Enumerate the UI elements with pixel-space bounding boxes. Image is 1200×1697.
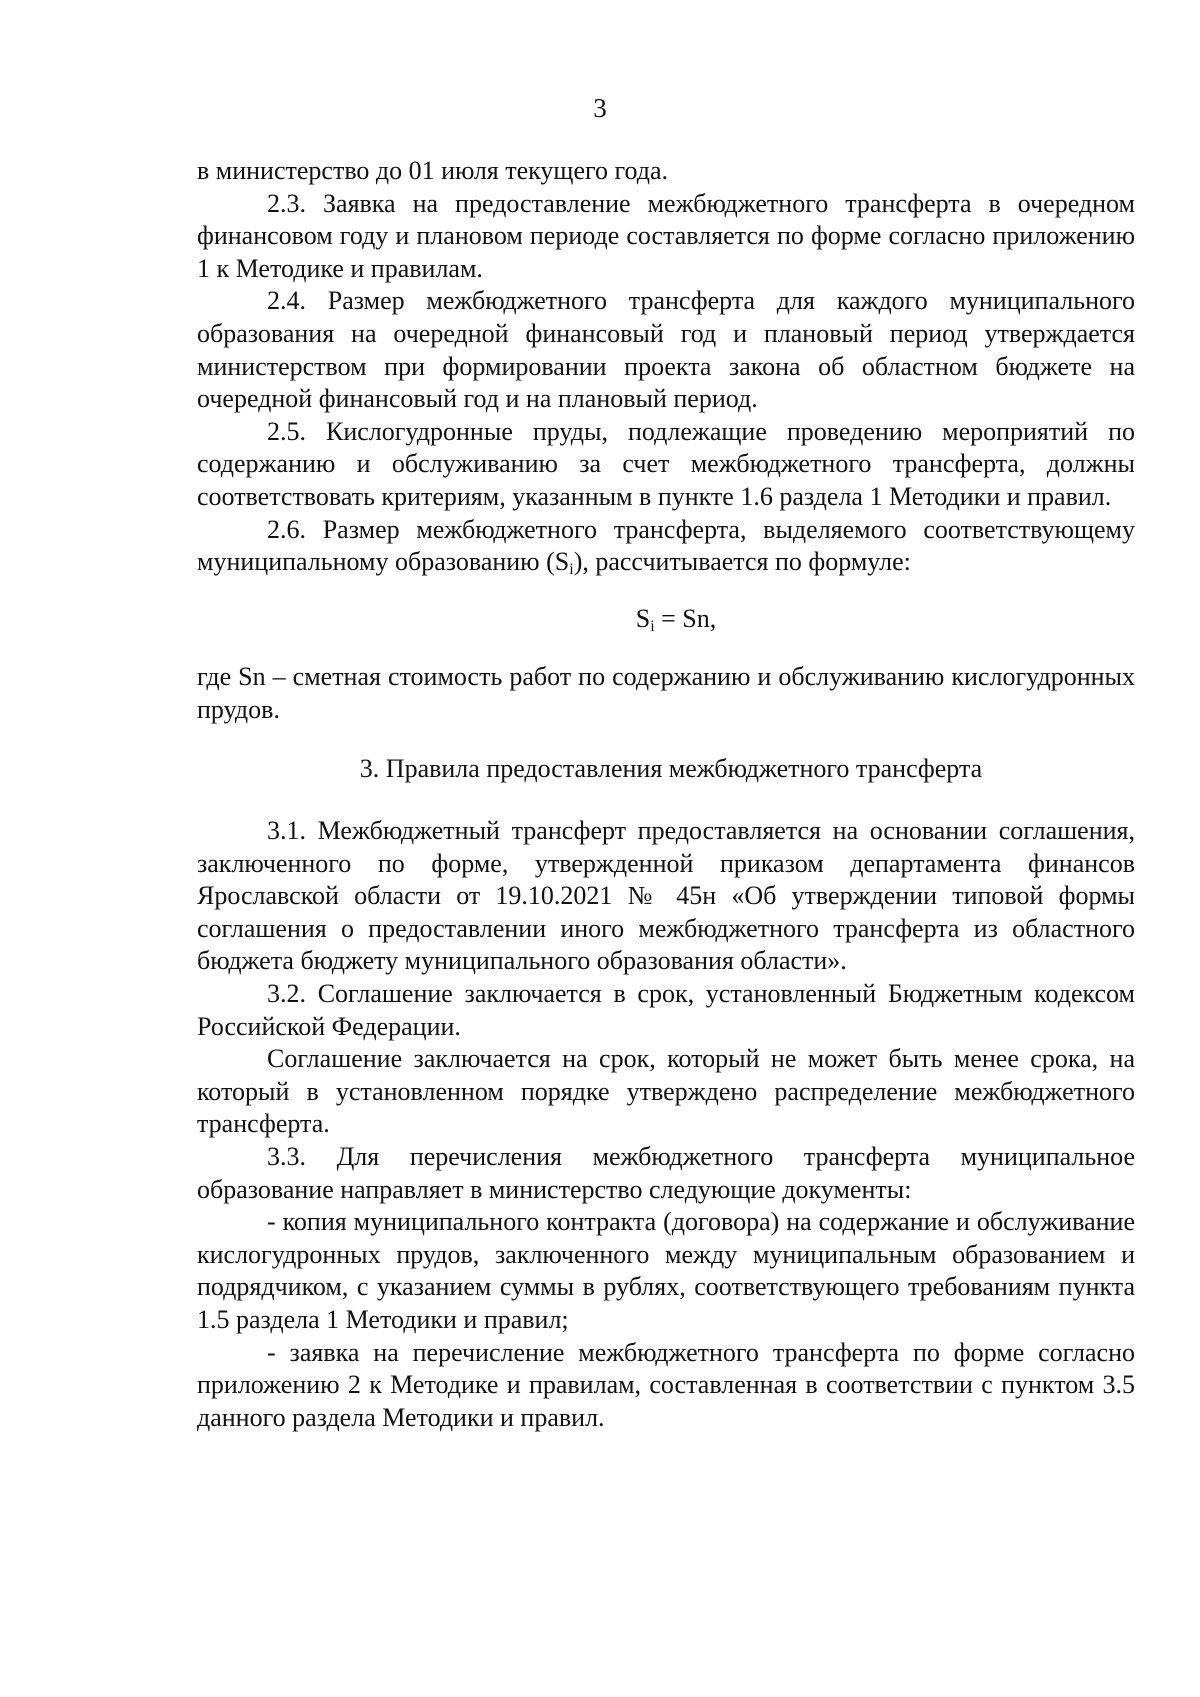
formula-symbol: S bbox=[635, 603, 651, 633]
document-body bbox=[197, 155, 1135, 1434]
paragraph-3-3: 3.3. Для перечисления межбюджетного трансферта муниципальное образование направляет в министерство следующие документы: bbox=[197, 1142, 1135, 1204]
paragraph-3-2: 3.2. Соглашение заключается в срок, установленный Бюджетным кодексом Российской Федерации. bbox=[197, 979, 1135, 1041]
formula-rest: = Sn, bbox=[654, 603, 717, 633]
formula-explanation: где Sn – сметная стоимость работ по содержанию и обслуживанию кислогудронных прудов. bbox=[197, 662, 1135, 724]
list-item-transfer-request: - заявка на перечисление межбюджетного трансферта по форме согласно приложению 2 к Методике и правилам, составленная в соответствии с пунктом 3.5 данного раздела Методики и правил. bbox=[197, 1337, 1135, 1432]
paragraph-2-5: 2.5. Кислогудронные пруды, подлежащие проведению мероприятий по содержанию и обслуживанию за счет межбюджетного трансферта, должны соответствовать критериям, указанным в пункте 1.6 раздела 1 Методики и правил. bbox=[197, 416, 1135, 511]
formula bbox=[197, 603, 1135, 636]
paragraph-2-6 bbox=[197, 514, 1135, 579]
paragraph-2-6-text-after: ), рассчитывается по формуле: bbox=[573, 547, 911, 577]
formula-subscript: i bbox=[650, 617, 655, 635]
paragraph-2-6-subscript: i bbox=[569, 561, 574, 579]
paragraph-3-1: 3.1. Межбюджетный трансферт предоставляется на основании соглашения, заключенного по форме, утвержденной приказом департамента финансов Ярославской области от 19.10.2021 № 45н «Об утверждении типовой формы соглашения о предоставлении иного межбюджетного трансферта из областного бюджета бюджету муниципального образования области». bbox=[197, 816, 1135, 976]
page-number: 3 bbox=[593, 93, 607, 123]
section-3-heading: 3. Правила предоставления межбюджетного трансферта bbox=[359, 753, 983, 783]
paragraph-2-3: 2.3. Заявка на предоставление межбюджетного трансферта в очередном финансовом году и плановом периоде составляется по форме согласно приложению 1 к Методике и правилам. bbox=[197, 188, 1135, 283]
paragraph-3-2-term: Соглашение заключается на срок, который не может быть менее срока, на который в установленном порядке утверждено распределение межбюджетного трансферта. bbox=[197, 1044, 1135, 1139]
paragraph-continuation: в министерство до 01 июля текущего года. bbox=[197, 156, 669, 185]
paragraph-2-6-text-before: 2.6. Размер межбюджетного трансферта, выделяемого соответствующему муниципальному образованию (S bbox=[197, 514, 1135, 577]
list-item-contract-copy: - копия муниципального контракта (договора) на содержание и обслуживание кислогудронных прудов, заключенного между муниципальным образованием и подрядчиком, с указанием суммы в рублях, соответствующего требованиям пункта 1.5 раздела 1 Методики и правил; bbox=[197, 1207, 1135, 1334]
paragraph-2-4: 2.4. Размер межбюджетного трансферта для каждого муниципального образования на очередной финансовый год и плановый период утверждается министерством при формировании проекта закона об областном бюджете на очередной финансовый год и на плановый период. bbox=[197, 286, 1135, 414]
